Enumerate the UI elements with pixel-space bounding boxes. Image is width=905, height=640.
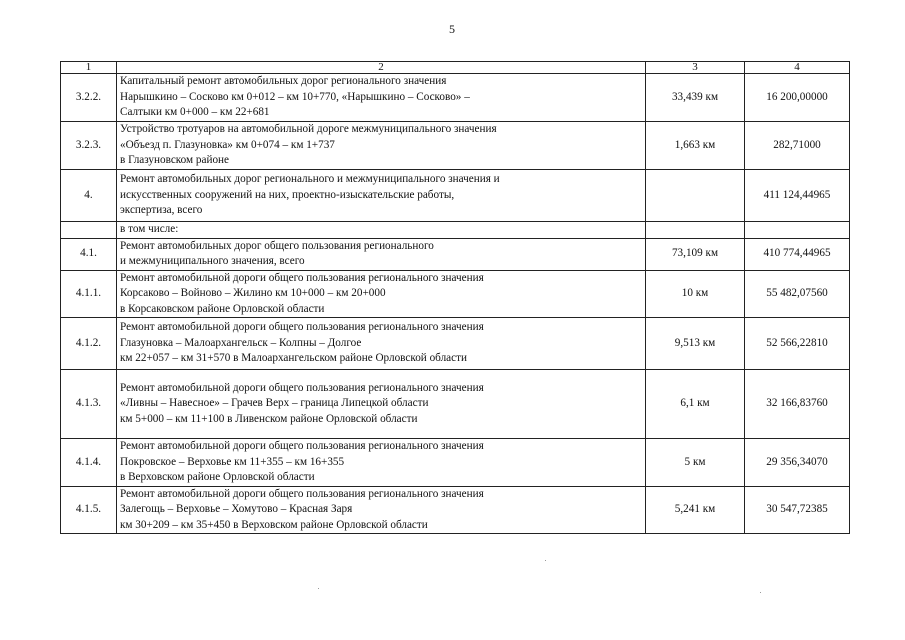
column-header: 4 <box>745 62 850 74</box>
page-number: 5 <box>449 22 455 36</box>
row-description: Ремонт автомобильной дороги общего пользования регионального значения Глазуновка – Малоархангельск – Колпны – Долгое км 22+057 – км 31+570 в Малоархангельском районе Орловской области <box>117 318 646 370</box>
row-amount: 16 200,00000 <box>745 74 850 122</box>
row-length <box>646 170 745 222</box>
scan-speck <box>318 588 319 589</box>
table-row <box>61 238 850 270</box>
row-amount: 29 356,34070 <box>745 439 850 487</box>
table-row <box>61 486 850 534</box>
row-length: 73,109 км <box>646 238 745 270</box>
row-description: в том числе: <box>117 222 646 239</box>
scan-speck <box>545 560 546 561</box>
row-amount: 410 774,44965 <box>745 238 850 270</box>
table-row <box>61 122 850 170</box>
row-amount: 282,71000 <box>745 122 850 170</box>
column-header: 2 <box>117 62 646 74</box>
table-row <box>61 74 850 122</box>
table-row <box>61 318 850 370</box>
row-description: Капитальный ремонт автомобильных дорог регионального значения Нарышкино – Сосково км 0+012 – км 10+770, «Нарышкино – Сосково» – Салтыки км 0+000 – км 22+681 <box>117 74 646 122</box>
row-amount: 30 547,72385 <box>745 486 850 534</box>
table-row <box>61 270 850 318</box>
table-row <box>61 370 850 439</box>
row-description: Ремонт автомобильных дорог регионального и межмуниципального значения и искусственных сооружений на них, проектно-изыскательские работы, экспертиза, всего <box>117 170 646 222</box>
column-header: 1 <box>61 62 117 74</box>
row-number: 4.1.2. <box>61 318 117 370</box>
row-number: 4.1.3. <box>61 370 117 439</box>
row-length <box>646 222 745 239</box>
row-description: Ремонт автомобильной дороги общего пользования регионального значения Покровское – Верховье км 11+355 – км 16+355 в Верховском районе Орловской области <box>117 439 646 487</box>
row-description: Ремонт автомобильной дороги общего пользования регионального значения Корсаково – Войново – Жилино км 10+000 – км 20+000 в Корсаковском районе Орловской области <box>117 270 646 318</box>
scan-speck <box>760 592 761 593</box>
row-amount: 52 566,22810 <box>745 318 850 370</box>
row-number: 4.1. <box>61 238 117 270</box>
row-description: Устройство тротуаров на автомобильной дороге межмуниципального значения «Объезд п. Глазуновка» км 0+074 – км 1+737 в Глазуновском районе <box>117 122 646 170</box>
row-length: 9,513 км <box>646 318 745 370</box>
table-row <box>61 170 850 222</box>
row-number: 4. <box>61 170 117 222</box>
row-amount: 55 482,07560 <box>745 270 850 318</box>
row-amount <box>745 222 850 239</box>
row-number: 3.2.2. <box>61 74 117 122</box>
row-length: 33,439 км <box>646 74 745 122</box>
row-number: 3.2.3. <box>61 122 117 170</box>
row-number: 4.1.5. <box>61 486 117 534</box>
row-amount: 411 124,44965 <box>745 170 850 222</box>
row-length: 10 км <box>646 270 745 318</box>
table-header-row <box>61 62 850 74</box>
row-number: 4.1.4. <box>61 439 117 487</box>
road-works-table <box>60 61 850 534</box>
table-row <box>61 439 850 487</box>
row-length: 5,241 км <box>646 486 745 534</box>
row-length: 6,1 км <box>646 370 745 439</box>
row-length: 5 км <box>646 439 745 487</box>
row-amount: 32 166,83760 <box>745 370 850 439</box>
row-description: Ремонт автомобильной дороги общего пользования регионального значения Залегощь – Верховье – Хомутово – Красная Заря км 30+209 – км 35+450 в Верховском районе Орловской области <box>117 486 646 534</box>
column-header: 3 <box>646 62 745 74</box>
row-description: Ремонт автомобильной дороги общего пользования регионального значения «Ливны – Навесное» – Грачев Верх – граница Липецкой области км 5+000 – км 11+100 в Ливенском районе Орловской области <box>117 370 646 439</box>
row-description: Ремонт автомобильных дорог общего пользования регионального и межмуниципального значения, всего <box>117 238 646 270</box>
row-length: 1,663 км <box>646 122 745 170</box>
table-row <box>61 222 850 239</box>
row-number <box>61 222 117 239</box>
row-number: 4.1.1. <box>61 270 117 318</box>
